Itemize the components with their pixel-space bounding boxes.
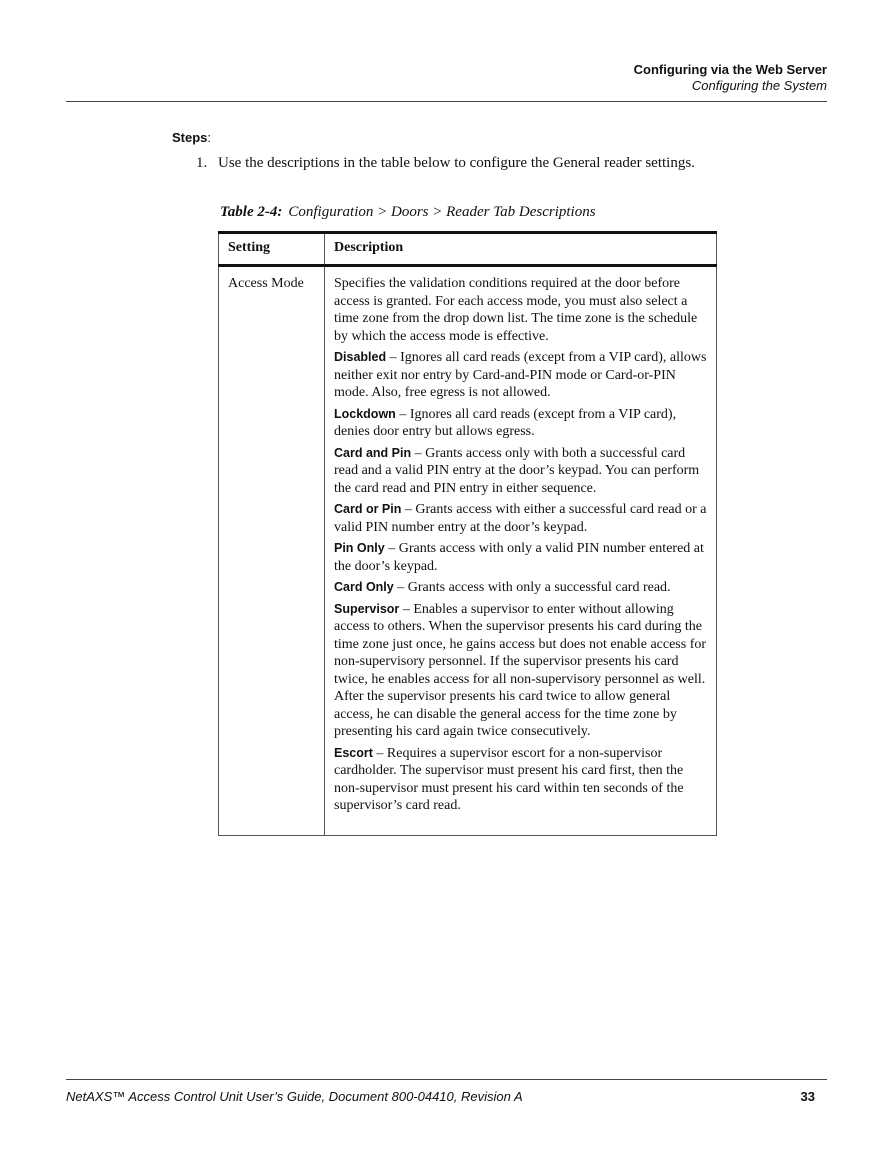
mode-pin-only — [334, 540, 707, 575]
column-header-description: Description — [325, 233, 717, 266]
mode-name: Card and Pin — [334, 445, 412, 460]
mode-card-only — [334, 579, 707, 597]
step-text: Use the descriptions in the table below to configure the General reader settings. — [218, 155, 695, 171]
mode-name: Lockdown — [334, 406, 396, 421]
steps-heading: Steps: — [172, 130, 212, 145]
mode-card-and-pin — [334, 445, 707, 498]
page-number: 33 — [800, 1089, 815, 1104]
footer-divider — [66, 1079, 827, 1080]
access-mode-intro: Specifies the validation conditions required at the door before access is granted. For each access mode, you must also select a time zone from the drop down list. The time zone is the schedule by which the access mode is effective. — [334, 276, 698, 344]
mode-text: – Grants access with only a successful card read. — [393, 580, 671, 595]
column-header-setting: Setting — [219, 233, 325, 266]
mode-name: Card or Pin — [334, 502, 402, 516]
table-title: Configuration > Doors > Reader Tab Descriptions — [288, 204, 596, 220]
table-number: Table 2-4: — [220, 204, 283, 220]
mode-name: Card Only — [334, 580, 394, 594]
table-caption — [220, 204, 596, 221]
mode-text: – Grants access with either a successful card read or a valid PIN number entry at the door’s keypad. — [334, 502, 707, 535]
reader-tab-table — [218, 231, 717, 836]
step-item — [196, 155, 695, 172]
table-row — [219, 266, 717, 836]
mode-card-or-pin — [334, 501, 707, 536]
mode-lockdown — [334, 406, 707, 441]
header-divider — [66, 101, 827, 102]
step-number: 1. — [196, 155, 208, 171]
mode-disabled — [334, 349, 707, 402]
mode-text: – Grants access with only a valid PIN number entered at the door’s keypad. — [334, 541, 704, 574]
mode-escort — [334, 745, 707, 815]
table-header-row — [219, 233, 717, 266]
mode-name: Supervisor — [334, 601, 400, 616]
mode-text: – Requires a supervisor escort for a non-supervisor cardholder. The supervisor must present his card first, then the non-supervisor must present his card within ten seconds of the supervisor’s card read. — [334, 745, 684, 813]
mode-text: – Grants access only with both a successful card read and a valid PIN entry at the door’s keypad. You can perform the card read and PIN entry in either sequence. — [334, 445, 700, 496]
running-header — [634, 62, 827, 94]
mode-name: Disabled — [334, 350, 387, 364]
document-footer: NetAXS™ Access Control Unit User’s Guide, Document 800-04410, Revision A — [66, 1089, 523, 1104]
mode-supervisor — [334, 601, 707, 741]
chapter-title: Configuring via the Web Server — [633, 62, 827, 77]
setting-cell: Access Mode — [219, 266, 325, 836]
mode-name: Escort — [334, 745, 373, 760]
mode-name: Pin Only — [334, 541, 385, 555]
description-cell — [325, 266, 717, 836]
mode-text: – Ignores all card reads (except from a VIP card), allows neither exit nor entry by Card-and-PIN mode or Card-or-PIN mode. Also, free egress is not allowed. — [334, 350, 707, 400]
mode-text: – Ignores all card reads (except from a VIP card), denies door entry but allows egress. — [334, 406, 677, 439]
section-title: Configuring the System — [691, 78, 827, 93]
mode-text: – Enables a supervisor to enter without allowing access to others. When the supervisor presents his card during the time zone just once, he gains access but does not enable access for non-supervisory personnel. If the supervisor presents his card twice, he enables access for all non-supervisory personnel as well. After the supervisor presents his card twice to allow general access, he can disable the general access for the time zone by presenting his card again twice consecutively. — [334, 601, 707, 739]
